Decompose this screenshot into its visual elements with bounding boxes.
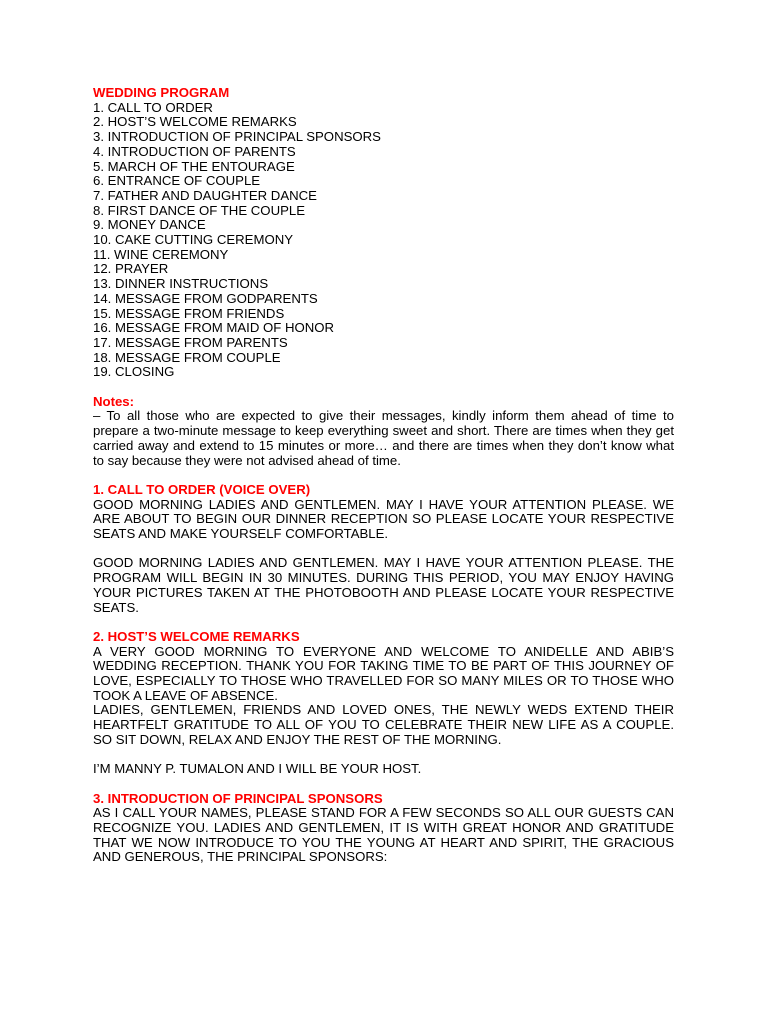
program-item: 5. MARCH OF THE ENTOURAGE bbox=[93, 158, 295, 174]
program-item: 8. FIRST DANCE OF THE COUPLE bbox=[93, 202, 306, 218]
program-item: 18. MESSAGE FROM COUPLE bbox=[93, 349, 281, 365]
program-item: 17. MESSAGE FROM PARENTS bbox=[93, 334, 288, 350]
program-item: 11. WINE CEREMONY bbox=[93, 246, 229, 262]
program-item: 1. CALL TO ORDER bbox=[93, 99, 213, 115]
spacer bbox=[93, 615, 674, 630]
spacer bbox=[93, 380, 674, 395]
program-item: 9. MONEY DANCE bbox=[93, 217, 206, 233]
program-item: 6. ENTRANCE OF COUPLE bbox=[93, 173, 261, 189]
spacer bbox=[93, 777, 674, 792]
program-item: 10. CAKE CUTTING CEREMONY bbox=[93, 232, 294, 248]
section-title: 3. INTRODUCTION OF PRINCIPAL SPONSORS bbox=[93, 790, 383, 806]
document-page bbox=[93, 86, 674, 865]
section-paragraph: A VERY GOOD MORNING TO EVERYONE AND WELCOME TO ANIDELLE AND ABIB’S WEDDING RECEPTION. THANK YOU FOR TAKING TIME TO BE PART OF THIS JOURNEY OF LOVE, ESPECIALLY TO THOSE WHO TRAVELLED FOR SO MANY MILES OR TO THOSE WHO TOOK A LEAVE OF ABSENCE. bbox=[93, 643, 674, 703]
section-paragraph: GOOD MORNING LADIES AND GENTLEMEN. MAY I HAVE YOUR ATTENTION PLEASE. THE PROGRAM WILL BEGIN IN 30 MINUTES. DURING THIS PERIOD, YOU MAY ENJOY HAVING YOUR PICTURES TAKEN AT THE PHOTOBOOTH AND PLEASE LOCATE YOUR RESPECTIVE SEATS. bbox=[93, 555, 674, 615]
spacer bbox=[93, 748, 674, 763]
section-paragraph: AS I CALL YOUR NAMES, PLEASE STAND FOR A FEW SECONDS SO ALL OUR GUESTS CAN RECOGNIZE YOU. LADIES AND GENTLEMEN, IT IS WITH GREAT HONOR AND GRATITUDE THAT WE NOW INTRODUCE TO YOU THE YOUNG AT HEART AND SPIRIT, THE GRACIOUS AND GENEROUS, THE PRINCIPAL SPONSORS: bbox=[93, 805, 674, 865]
program-item: 19. CLOSING bbox=[93, 364, 175, 380]
program-item: 7. FATHER AND DAUGHTER DANCE bbox=[93, 187, 317, 203]
spacer bbox=[93, 542, 674, 557]
section-paragraph: GOOD MORNING LADIES AND GENTLEMEN. MAY I HAVE YOUR ATTENTION PLEASE. WE ARE ABOUT TO BEGIN OUR DINNER RECEPTION SO PLEASE LOCATE YOUR RESPECTIVE SEATS AND MAKE YOURSELF COMFORTABLE. bbox=[93, 496, 674, 542]
program-item: 4. INTRODUCTION OF PARENTS bbox=[93, 143, 296, 159]
program-item: 3. INTRODUCTION OF PRINCIPAL SPONSORS bbox=[93, 129, 381, 145]
program-item: 12. PRAYER bbox=[93, 261, 169, 277]
spacer bbox=[93, 468, 674, 483]
program-list bbox=[93, 101, 674, 380]
section-paragraph: LADIES, GENTLEMEN, FRIENDS AND LOVED ONES, THE NEWLY WEDS EXTEND THEIR HEARTFELT GRATITUDE TO ALL OF YOU TO CELEBRATE THEIR NEW LIFE AS A COUPLE. SO SIT DOWN, RELAX AND ENJOY THE REST OF THE MORNING. bbox=[93, 702, 674, 747]
section-title: 2. HOST’S WELCOME REMARKS bbox=[93, 628, 300, 644]
program-title: WEDDING PROGRAM bbox=[93, 85, 230, 100]
program-item: 14. MESSAGE FROM GODPARENTS bbox=[93, 290, 318, 306]
program-item: 16. MESSAGE FROM MAID OF HONOR bbox=[93, 320, 335, 336]
section-paragraph: I’M MANNY P. TUMALON AND I WILL BE YOUR HOST. bbox=[93, 761, 422, 777]
program-item: 15. MESSAGE FROM FRIENDS bbox=[93, 305, 285, 321]
section-title: 1. CALL TO ORDER (VOICE OVER) bbox=[93, 481, 311, 497]
program-item: 13. DINNER INSTRUCTIONS bbox=[93, 276, 269, 292]
notes-text: – To all those who are expected to give their messages, kindly inform them ahead of time to prepare a two-minute message to keep everything sweet and short. There are times when they get carried away and extend to 15 minutes or more… and there are times when they don’t know what to say because they were not advised ahead of time. bbox=[93, 408, 674, 468]
notes-title: Notes: bbox=[93, 393, 135, 409]
program-item: 2. HOST’S WELCOME REMARKS bbox=[93, 114, 297, 130]
